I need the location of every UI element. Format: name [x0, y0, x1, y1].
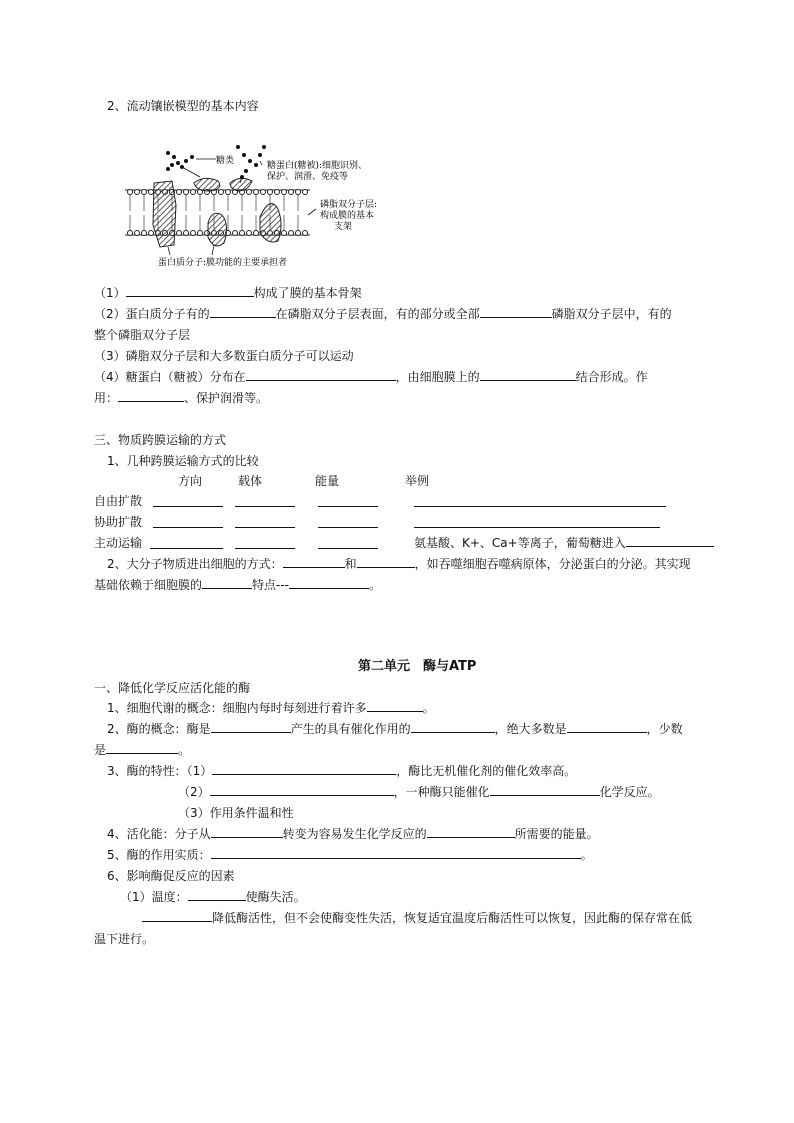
blank[interactable] [318, 506, 378, 507]
blank[interactable] [153, 506, 223, 507]
label-protein: 蛋白质分子:膜功能的主要承担者 [158, 258, 288, 268]
transport-sub1: 1、几种跨膜运输方式的比较 [107, 454, 259, 468]
unit2-s1: 一、降低化学反应活化能的酶 [94, 681, 251, 695]
fm-q3: （3）磷脂双分子层和大多数蛋白质分子可以运动 [94, 349, 354, 363]
blank[interactable] [480, 369, 576, 381]
transport-sub2: 2、大分子物质进出细胞的方式： 和 ，如吞噬细胞吞噬病原体，分泌蛋白的分泌。其实现 [107, 557, 691, 571]
unit2-p2: 2、酶的概念：酶是 产生的具有催化作用的 ，绝大多数是 ，少数 [107, 722, 683, 736]
blank[interactable] [414, 527, 660, 528]
blank[interactable] [211, 721, 291, 733]
blank[interactable] [235, 527, 295, 528]
blank[interactable] [142, 910, 212, 922]
blank[interactable] [414, 506, 666, 507]
col-direction: 方向 [178, 474, 203, 488]
label-sugar: 糖类 [216, 156, 235, 166]
label-glycoprotein-1: 糖蛋白(糖被):细胞识别、 [267, 161, 368, 171]
blank[interactable] [106, 742, 178, 754]
blank[interactable] [318, 527, 378, 528]
col-energy: 能量 [315, 474, 340, 488]
protein-transmembrane-right [260, 204, 281, 242]
blank[interactable] [490, 784, 600, 796]
label-glycoprotein-2: 保护、润滑、免疫等 [267, 172, 349, 182]
protein-surface [194, 178, 220, 191]
blank[interactable] [118, 390, 184, 402]
transport-title: 三、物质跨膜运输的方式 [94, 433, 227, 447]
blank[interactable] [626, 535, 714, 547]
col-example: 举例 [405, 474, 430, 488]
blank[interactable] [283, 556, 345, 568]
unit2-p3-2: （2） ，一种酶只能催化 化学反应。 [178, 785, 660, 799]
unit2-p3-3: （3）作用条件温和性 [178, 806, 294, 820]
blank[interactable] [202, 577, 252, 589]
transport-sub2-cont: 基础依赖于细胞膜的 特点--- 。 [94, 578, 382, 592]
blank[interactable] [150, 548, 223, 549]
blank[interactable] [411, 721, 495, 733]
blank[interactable] [427, 826, 515, 838]
blank[interactable] [210, 306, 276, 318]
label-lipid-1: 磷脂双分子层: [320, 200, 378, 210]
blank[interactable] [367, 700, 423, 712]
unit2-p6-1: （1）温度： 使酶失活。 [120, 890, 306, 904]
blank[interactable] [480, 306, 552, 318]
unit2-p1: 1、细胞代谢的概念：细胞内每时每刻进行着许多 。 [107, 701, 435, 715]
fm-q2: （2）蛋白质分子有的 在磷脂双分子层表面，有的部分或全部 磷脂双分子层中，有的 [94, 307, 672, 321]
unit2-p6-2-cont: 温下进行。 [94, 932, 155, 946]
blank[interactable] [235, 548, 295, 549]
blank[interactable] [318, 548, 378, 549]
unit2-p3: 3、酶的特性：（1） ，酶比无机催化剂的催化效率高。 [107, 764, 577, 778]
blank[interactable] [235, 506, 295, 507]
label-lipid-2: 构成膜的基本 [320, 211, 375, 221]
active-example: 氨基酸、K+、Ca+等离子，葡萄糖进入 [414, 535, 714, 551]
label-lipid-3: 支架 [334, 222, 353, 232]
blank[interactable] [188, 889, 246, 901]
protein-embedded [208, 213, 227, 246]
row-facilitated-diffusion: 协助扩散 [94, 515, 143, 529]
col-carrier: 载体 [238, 474, 263, 488]
blank[interactable] [246, 369, 396, 381]
unit2-p6: 6、影响酶促反应的因素 [107, 869, 235, 883]
row-active-transport: 主动运输 [94, 536, 143, 550]
protein-transmembrane-left [153, 181, 176, 247]
blank[interactable] [153, 527, 223, 528]
unit2-title: 第二单元 酶与ATP [358, 659, 477, 674]
blank[interactable] [567, 721, 647, 733]
blank[interactable] [357, 556, 415, 568]
section-title: 2、流动镶嵌模型的基本内容 [107, 99, 259, 113]
row-free-diffusion: 自由扩散 [94, 494, 143, 508]
blank[interactable] [126, 285, 254, 297]
fm-q4-cont: 用： 、保护润滑等。 [94, 391, 269, 405]
membrane-diagram [120, 125, 410, 275]
fm-q1: （1） 构成了膜的基本骨架 [94, 286, 362, 300]
blank[interactable] [210, 784, 394, 796]
blank[interactable] [211, 847, 581, 859]
blank[interactable] [289, 577, 369, 589]
fm-q2-cont: 整个磷脂双分子层 [94, 328, 191, 342]
unit2-p4: 4、活化能：分子从 转变为容易发生化学反应的 所需要的能量。 [107, 827, 599, 841]
unit2-p2-cont: 是 。 [94, 743, 191, 757]
fm-q4: （4）糖蛋白（糖被）分布在 ，由细胞膜上的 结合形成。作 [94, 370, 648, 384]
blank[interactable] [212, 763, 396, 775]
unit2-p5: 5、酶的作用实质： 。 [107, 848, 593, 862]
unit2-p6-2: 降低酶活性，但不会使酶变性失活，恢复适宜温度后酶活性可以恢复，因此酶的保存常在低 [142, 910, 692, 926]
blank[interactable] [211, 826, 283, 838]
